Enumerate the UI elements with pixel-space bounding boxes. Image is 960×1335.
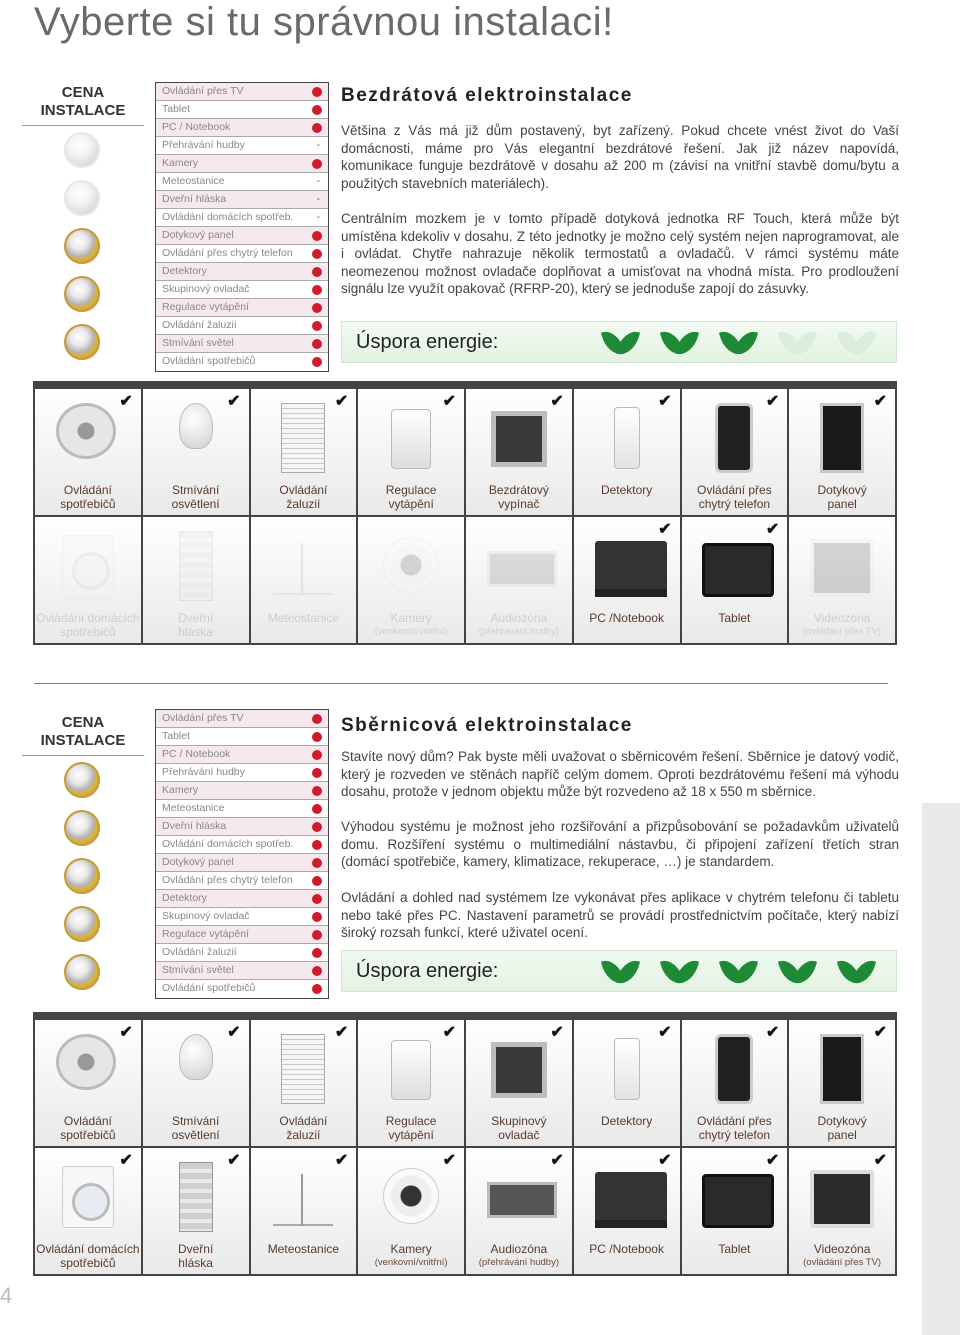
included-dot-icon	[312, 858, 322, 868]
product-label	[143, 1114, 249, 1142]
checkmark-icon: ✔	[442, 1152, 456, 1169]
product-label	[466, 1114, 572, 1142]
product-label	[251, 1114, 357, 1142]
included-dot-icon	[312, 786, 322, 796]
product-label-line2: panel	[827, 497, 857, 511]
paragraph: Ovládání a dohled nad systémem lze vykonávat přes aplikace v chytrém telefonu či tabletu nebo také přes PC. Nastavení parametrů se provádí prostřednictvím počítače, který nabízí široký rozsah funkcí, které uživatel ocení.	[341, 890, 899, 940]
feature-label: Dotykový panel	[162, 229, 234, 241]
switch-icon	[487, 1034, 551, 1106]
checkmark-icon: ✔	[227, 1152, 241, 1169]
product-label-line2: spotřebičů	[60, 1256, 116, 1270]
feature-label: Ovládání přes TV	[162, 712, 244, 724]
checkmark-icon: ✔	[873, 1152, 887, 1169]
product-grid-cells	[35, 1020, 895, 1274]
product-label-line1: Bezdrátový	[488, 483, 549, 497]
coin-icon	[64, 954, 100, 990]
product-tile	[682, 1148, 788, 1274]
feature-label: Stmívání světel	[162, 337, 234, 349]
product-label-line1: Videozóna	[813, 611, 871, 625]
product-label-line2: ovladač	[498, 1128, 540, 1142]
product-label-line1: Tablet	[718, 611, 751, 625]
coin-icon	[64, 810, 100, 846]
page-number: 4	[0, 1283, 13, 1308]
product-grid	[33, 1012, 897, 1276]
coin-stack	[22, 762, 144, 990]
checkmark-icon: ✔	[550, 393, 564, 410]
feature-label: Regulace vytápění	[162, 301, 249, 313]
feature-label: Ovládání přes chytrý telefon	[162, 874, 293, 886]
product-label-line1: Detektory	[600, 483, 653, 497]
product-label-line1: Ovládání domácích	[36, 1242, 140, 1256]
not-included-dash-icon: -	[316, 212, 320, 223]
product-label-line1: Ovládání přes	[697, 483, 772, 497]
checkmark-icon: ✔	[227, 393, 241, 410]
leaf-icon	[661, 957, 699, 987]
feature-label: PC / Notebook	[162, 121, 231, 133]
product-label-line1: Tablet	[718, 1242, 751, 1256]
product-label-note: (venkovní/vnitřní)	[374, 626, 448, 637]
feature-label: Tablet	[162, 103, 191, 115]
included-dot-icon	[312, 894, 322, 904]
product-label-line2: osvětlení	[171, 497, 220, 511]
feature-label: Přehrávání hudby	[162, 766, 245, 778]
blinds-icon	[271, 1034, 335, 1106]
price-title-line1: CENA	[61, 714, 105, 731]
feature-row	[156, 872, 328, 890]
product-label-line2: spotřebičů	[60, 497, 116, 511]
product-label-line1: Ovládání	[279, 483, 328, 497]
feature-label: Kamery	[162, 157, 199, 169]
laptop-icon	[595, 1162, 659, 1234]
checkmark-icon: ✔	[765, 1024, 780, 1041]
feature-label: Kamery	[162, 784, 199, 796]
product-label	[358, 1242, 464, 1270]
checkmark-icon: ✔	[658, 1152, 672, 1169]
energy-savings-box	[341, 950, 897, 992]
feature-label: Přehrávání hudby	[162, 139, 245, 151]
checkmark-icon: ✔	[873, 1024, 887, 1041]
included-dot-icon	[312, 948, 322, 958]
product-label-note: (ovládání přes TV)	[803, 626, 882, 637]
product-label-line2: vypínač	[498, 497, 540, 511]
product-label-line1: Meteostanice	[267, 1242, 340, 1256]
included-dot-icon	[312, 822, 322, 832]
product-label-line1: Regulace	[385, 483, 437, 497]
included-dot-icon	[312, 732, 322, 742]
product-tile	[574, 1020, 680, 1146]
camera-icon	[379, 1162, 443, 1234]
product-label	[682, 1242, 788, 1256]
feature-label: Meteostanice	[162, 175, 225, 187]
price-indicator	[22, 714, 144, 1002]
product-tile	[466, 1148, 572, 1274]
product-label-line1: Ovládání domácích	[36, 611, 140, 625]
feature-label: Meteostanice	[162, 802, 225, 814]
product-label-line1: Meteostanice	[267, 611, 340, 625]
product-tile	[358, 1148, 464, 1274]
product-label-line1: Kamery	[390, 1242, 432, 1256]
product-label-note: (venkovní/vnitřní)	[374, 1257, 448, 1268]
included-dot-icon	[312, 750, 322, 760]
product-label-line2: panel	[827, 1128, 857, 1142]
product-tile	[143, 1148, 249, 1274]
feature-label: Ovládání spotřebičů	[162, 355, 256, 367]
product-label-line1: Regulace	[385, 1114, 437, 1128]
product-tile	[466, 1020, 572, 1146]
product-tile	[251, 1020, 357, 1146]
checkmark-icon: ✔	[873, 393, 887, 410]
feature-row	[156, 980, 328, 998]
side-strip	[922, 803, 960, 1335]
coin-icon	[64, 858, 100, 894]
coin-icon	[64, 906, 100, 942]
paragraph: Stavíte nový dům? Pak byste měli uvažovat o sběrnicovém řešení. Sběrnice je datový vodič, který je rozveden ve stěnách napříč celým domem. Oproti bezdrátovému řešení má výhodu dosahu, protože v jednom objektu může být rozvedeno až 18 x 550 m sběrnice.	[341, 749, 899, 799]
product-label-line2: žaluzií	[286, 497, 321, 511]
thermostat-icon	[379, 1034, 443, 1106]
product-label-line1: Dotykový	[817, 1114, 867, 1128]
feature-label: Ovládání domácích spotřeb.	[162, 211, 294, 223]
feature-label: Regulace vytápění	[162, 928, 249, 940]
product-label-line2: vytápění	[388, 1128, 434, 1142]
product-tile	[574, 1148, 680, 1274]
product-label-line1: Stmívání	[171, 483, 220, 497]
checkmark-icon: ✔	[442, 1024, 456, 1041]
product-label	[35, 1242, 141, 1270]
feature-label: Skupinový ovladač	[162, 910, 250, 922]
product-label	[574, 1114, 680, 1128]
feature-row	[156, 836, 328, 854]
feature-label: Ovládání spotřebičů	[162, 982, 256, 994]
feature-row	[156, 728, 328, 746]
product-label-line2: osvětlení	[171, 1128, 220, 1142]
feature-row	[156, 944, 328, 962]
feature-row	[156, 710, 328, 728]
product-label-line2: hláska	[178, 1256, 213, 1270]
product-label-line2: spotřebičů	[60, 1128, 116, 1142]
checkmark-icon: ✔	[765, 393, 780, 410]
checkmark-icon: ✔	[334, 1024, 349, 1041]
checkmark-icon: ✔	[765, 1152, 780, 1169]
paragraph: Většina z Vás má již dům postavený, byt zařízený. Pokud chcete vnést život do Vaší domácnosti, máme pro Vás elegantní bezdrátové řešení. Jak již název napovídá, komunikace funguje bezdrátově v dosahu až 200 m (závisí na vnitřní stavbě domu/bytu a použitých stavebních materiálech).	[341, 123, 899, 191]
product-tile	[143, 1020, 249, 1146]
feature-label: Ovládání přes TV	[162, 85, 244, 97]
coin-icon	[64, 762, 100, 798]
price-title	[22, 714, 144, 756]
feature-label: Stmívání světel	[162, 964, 234, 976]
feature-row	[156, 764, 328, 782]
product-label	[251, 1242, 357, 1256]
feature-label: Dotykový panel	[162, 856, 234, 868]
product-label-line1: Detektory	[600, 1114, 653, 1128]
checkmark-icon: ✔	[550, 1024, 564, 1041]
product-label	[574, 1242, 680, 1256]
checkmark-icon: ✔	[334, 393, 349, 410]
feature-row	[156, 746, 328, 764]
included-dot-icon	[312, 912, 322, 922]
product-tile	[789, 1020, 895, 1146]
product-label-line1: Ovládání	[279, 1114, 328, 1128]
checkmark-icon: ✔	[119, 1152, 133, 1169]
product-tile	[35, 1020, 141, 1146]
product-label-note: (přehrávání hudby)	[478, 626, 560, 637]
paragraph: Centrálním mozkem je v tomto případě dotyková jednotka RF Touch, která může být umístěna kdekoliv v dosahu. Z této jednotky je možno celý systém nejen naprogramovat, ale i ovládat. Chytře nahrazuje několik termostatů a ovladačů. V rámci systému máte neomezenou možnost ovladače doplňovat a umisťovat na vhodná místa. Pro prodloužení signálu lze využít opakovač (RFRP-20), který se jednoduše zapojí do zásuvky.	[341, 211, 899, 296]
feature-row	[156, 890, 328, 908]
checkmark-icon: ✔	[119, 1024, 133, 1041]
feature-list	[155, 709, 329, 999]
feature-label: Dveřní hláska	[162, 193, 227, 205]
feature-label: Tablet	[162, 730, 191, 742]
page-title: Vyberte si tu správnou instalaci!	[34, 0, 614, 44]
product-label-line1: Stmívání	[171, 1114, 220, 1128]
price-title-line2: INSTALACE	[40, 102, 126, 119]
included-dot-icon	[312, 840, 322, 850]
feature-row	[156, 926, 328, 944]
checkmark-icon: ✔	[227, 1024, 241, 1041]
feature-row	[156, 962, 328, 980]
video-icon	[810, 1162, 874, 1234]
included-dot-icon	[312, 984, 322, 994]
leaf-icon	[720, 957, 758, 987]
paragraph: Výhodou systému je možnost jeho rozšiřování a přizpůsobování se požadavkům uživatelů domu. Rozšíření systému o multimediální nástavbu, či připojení zařízení třetích stran (domácí spotřebiče, kamery, klimatizace, rekuperace, …) je standardem.	[341, 819, 899, 869]
price-title-line1: CENA	[61, 84, 105, 101]
product-label-line1: Skupinový	[491, 1114, 547, 1128]
fan-icon	[56, 1034, 120, 1106]
product-label-line2: vytápění	[388, 497, 434, 511]
included-dot-icon	[312, 804, 322, 814]
feature-label: Detektory	[162, 892, 207, 904]
feature-label: Ovládání žaluzií	[162, 319, 237, 331]
tablet-icon	[702, 1162, 766, 1234]
product-label	[143, 1242, 249, 1270]
washer-icon	[56, 1162, 120, 1234]
checkmark-icon: ✔	[442, 393, 456, 410]
product-label-line1: Kamery	[390, 611, 432, 625]
product-tile	[35, 1148, 141, 1274]
audio-icon	[487, 1162, 551, 1234]
product-label-line1: Ovládání	[63, 483, 112, 497]
product-label	[789, 1114, 895, 1142]
touch-panel-icon	[810, 1034, 874, 1106]
checkmark-icon: ✔	[550, 1152, 564, 1169]
feature-row	[156, 800, 328, 818]
weather-station-icon	[271, 1162, 335, 1234]
feature-label: Ovládání žaluzií	[162, 946, 237, 958]
product-label-line1: Videozóna	[813, 1242, 871, 1256]
leaf-icon	[838, 957, 876, 987]
section-heading: Sběrnicová elektroinstalace	[341, 715, 633, 736]
product-label-line1: Dveřní	[177, 611, 214, 625]
checkmark-icon: ✔	[765, 521, 780, 538]
included-dot-icon	[312, 966, 322, 976]
feature-label: Detektory	[162, 265, 207, 277]
product-label-line1: PC /Notebook	[589, 1242, 664, 1256]
checkmark-icon: ✔	[658, 1024, 672, 1041]
feature-row	[156, 782, 328, 800]
section-heading: Bezdrátová elektroinstalace	[341, 85, 633, 106]
feature-label: Skupinový ovladač	[162, 283, 250, 295]
included-dot-icon	[312, 876, 322, 886]
checkmark-icon: ✔	[658, 393, 672, 410]
leaf-icon	[602, 957, 640, 987]
product-tile	[682, 1020, 788, 1146]
feature-row	[156, 818, 328, 836]
not-included-dash-icon: -	[316, 194, 320, 205]
energy-label: Úspora energie:	[356, 331, 499, 353]
feature-label: Ovládání domácích spotřeb.	[162, 838, 294, 850]
product-label-line1: Ovládání	[63, 1114, 112, 1128]
product-label	[35, 1114, 141, 1142]
product-label-line1: Ovládání přes	[697, 1114, 772, 1128]
feature-label: Dveřní hláska	[162, 820, 227, 832]
product-tile	[358, 1020, 464, 1146]
product-label-line1: Audiozóna	[490, 1242, 548, 1256]
product-label-note: (ovládání přes TV)	[803, 1257, 882, 1268]
not-included-dash-icon: -	[316, 140, 320, 151]
feature-label: PC / Notebook	[162, 748, 231, 760]
product-label	[466, 1242, 572, 1270]
doorbell-icon	[164, 1162, 228, 1234]
product-label-note: (přehrávání hudby)	[478, 1257, 560, 1268]
feature-row	[156, 854, 328, 872]
product-label-line1: Audiozóna	[490, 611, 548, 625]
product-label	[682, 1114, 788, 1142]
product-label-line1: Dotykový	[817, 483, 867, 497]
included-dot-icon	[312, 714, 322, 724]
product-label-line1: PC /Notebook	[589, 611, 664, 625]
checkmark-icon: ✔	[334, 1152, 349, 1169]
phone-icon	[702, 1034, 766, 1106]
product-label-line1: Dveřní	[177, 1242, 214, 1256]
product-label-line2: spotřebičů	[60, 625, 116, 639]
detector-icon	[595, 1034, 659, 1106]
included-dot-icon	[312, 768, 322, 778]
energy-label: Úspora energie:	[356, 960, 499, 982]
product-label	[358, 1114, 464, 1142]
product-label	[789, 1242, 895, 1270]
product-tile	[251, 1148, 357, 1274]
product-label-line2: chytrý telefon	[698, 497, 771, 511]
feature-row	[156, 908, 328, 926]
feature-label: Ovládání přes chytrý telefon	[162, 247, 293, 259]
product-tile	[789, 1148, 895, 1274]
product-label-line2: žaluzií	[286, 1128, 321, 1142]
leaf-icon	[779, 957, 817, 987]
price-title-line2: INSTALACE	[40, 732, 126, 749]
not-included-dash-icon: -	[316, 176, 320, 187]
product-label-line2: chytrý telefon	[698, 1128, 771, 1142]
bulb-icon	[164, 1034, 228, 1106]
checkmark-icon: ✔	[119, 393, 133, 410]
included-dot-icon	[312, 930, 322, 940]
product-label-line2: hláska	[178, 625, 213, 639]
checkmark-icon: ✔	[658, 521, 672, 538]
